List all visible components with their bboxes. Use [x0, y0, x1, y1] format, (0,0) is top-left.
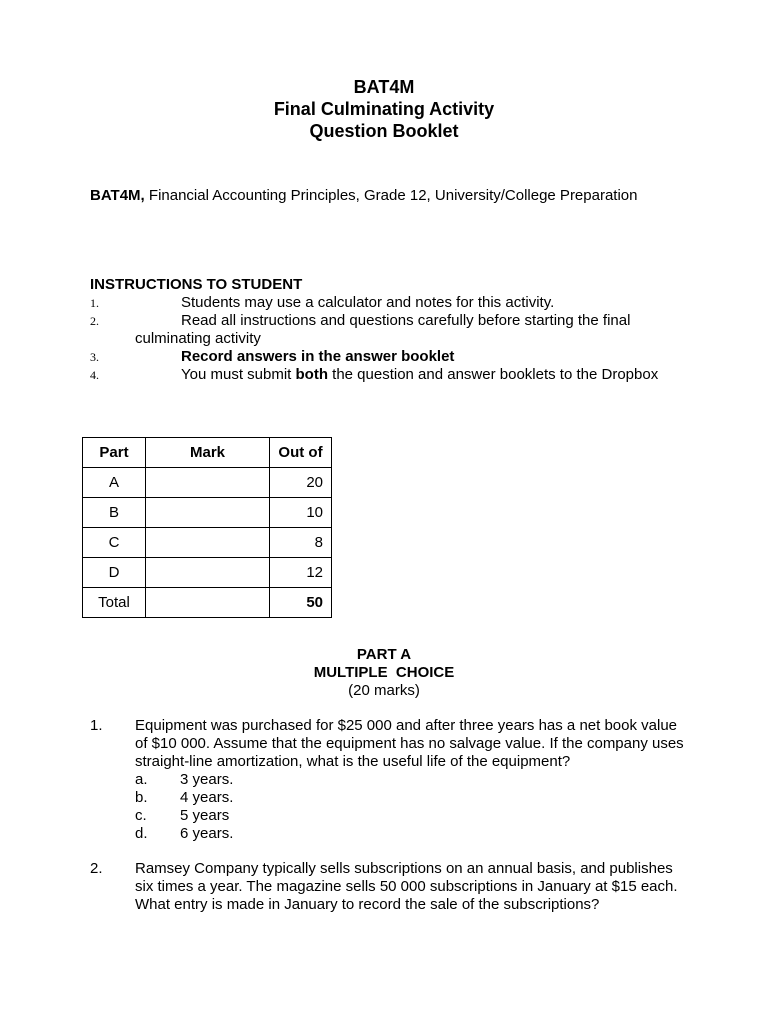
instruction-item [90, 294, 690, 312]
instruction-number: 1. [90, 296, 99, 310]
part-a-subtitle: MULTIPLE CHOICE [313, 664, 455, 681]
instructions-heading: INSTRUCTIONS TO STUDENT [90, 276, 303, 293]
option-text: 5 years [180, 807, 230, 824]
course-code-heading: BAT4M [353, 77, 415, 97]
part-a-marks: (20 marks) [348, 682, 420, 699]
instruction-text: You must submit [181, 366, 296, 383]
header-part: Part [83, 438, 146, 468]
instruction-item [90, 312, 690, 348]
instruction-item [90, 366, 690, 384]
cell-mark [146, 528, 270, 558]
document-title: Final Culminating Activity [273, 99, 495, 119]
cell-out-of: 10 [270, 498, 332, 528]
instruction-text: Students may use a calculator and notes for this activity. [181, 294, 555, 311]
subject-description: Financial Accounting Principles, Grade 12, University/College Preparation [144, 187, 638, 204]
option-text: 3 years. [180, 771, 234, 788]
table-row [83, 498, 332, 528]
cell-out-of: 12 [270, 558, 332, 588]
option-letter: a. [135, 771, 148, 788]
question-text: Equipment was purchased for $25 000 and after three years has a net book value of $10 000. Assume that the equipment has no salvage value. If the company uses straight-line amortization, what is the useful life of the equipment? [135, 717, 684, 770]
marks-table [82, 437, 332, 618]
instruction-text: Record answers in the answer booklet [181, 348, 455, 365]
instruction-number: 2. [90, 314, 99, 328]
cell-part: C [83, 528, 146, 558]
cell-out-of: 8 [270, 528, 332, 558]
table-row [83, 468, 332, 498]
cell-mark [146, 468, 270, 498]
table-header-row [83, 438, 332, 468]
cell-mark [146, 498, 270, 528]
option-letter: c. [135, 807, 147, 824]
part-a-title: PART A [356, 646, 412, 663]
instruction-emphasis: both [295, 366, 328, 383]
question-number: 2. [90, 860, 103, 877]
answer-option [135, 789, 690, 807]
answer-option [135, 771, 690, 789]
table-row [83, 558, 332, 588]
answer-option [135, 807, 690, 825]
answer-option [135, 825, 690, 843]
cell-mark-total [146, 588, 270, 618]
cell-part-total: Total [83, 588, 146, 618]
table-row [83, 528, 332, 558]
cell-part: D [83, 558, 146, 588]
option-letter: b. [135, 789, 148, 806]
question-2 [90, 860, 690, 914]
cell-part: B [83, 498, 146, 528]
instruction-number: 3. [90, 350, 99, 364]
question-1 [90, 717, 690, 843]
question-number: 1. [90, 717, 103, 734]
option-text: 4 years. [180, 789, 234, 806]
cell-mark [146, 558, 270, 588]
instructions-list [90, 294, 690, 384]
instruction-text: Read all instructions and questions carefully before starting the final [181, 312, 631, 329]
option-letter: d. [135, 825, 148, 842]
instruction-number: 4. [90, 368, 99, 382]
document-subtitle: Question Booklet [309, 121, 459, 141]
option-text: 6 years. [180, 825, 234, 842]
table-total-row [83, 588, 332, 618]
header-mark: Mark [146, 438, 270, 468]
question-text: Ramsey Company typically sells subscriptions on an annual basis, and publishes six times a year. The magazine sells 50 000 subscriptions in January at $15 each. What entry is made in January to record the sale of the subscriptions? [135, 860, 678, 913]
cell-total-value: 50 [270, 588, 332, 618]
instruction-text-continued: culminating activity [135, 330, 261, 347]
header-out-of: Out of [270, 438, 332, 468]
subject-line [90, 187, 638, 204]
cell-part: A [83, 468, 146, 498]
subject-code: BAT4M, [90, 187, 145, 204]
instruction-text: the question and answer booklets to the Dropbox [327, 366, 659, 383]
cell-out-of: 20 [270, 468, 332, 498]
instruction-item [90, 348, 690, 366]
